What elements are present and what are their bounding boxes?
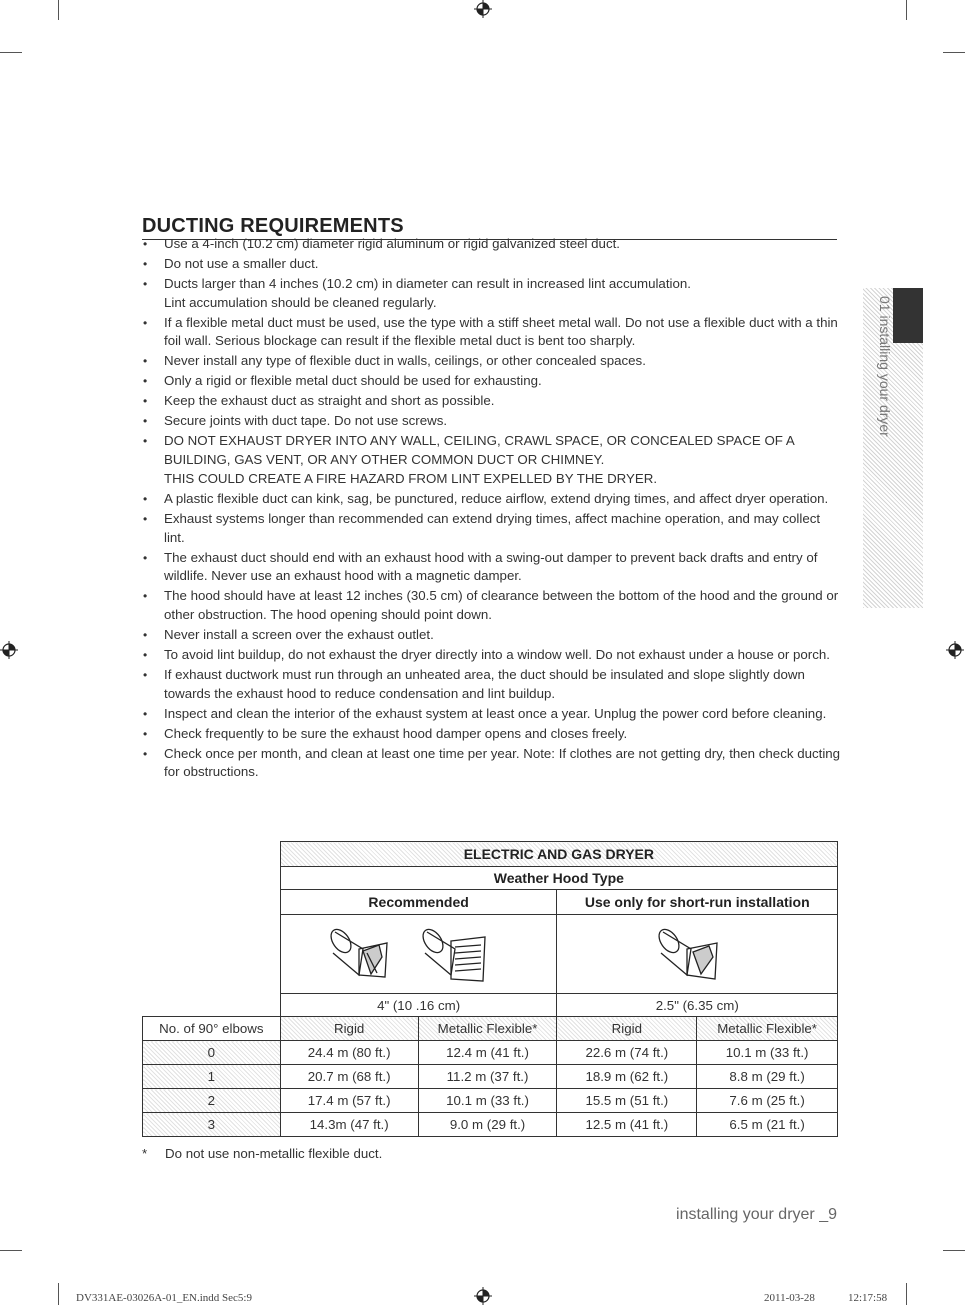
footnote-text: Do not use non-metallic flexible duct. bbox=[165, 1146, 383, 1161]
table-cell: 11.2 m (37 ft.) bbox=[418, 1065, 557, 1089]
footnote bbox=[142, 1146, 382, 1161]
crop-mark bbox=[58, 1283, 59, 1305]
rigid-header: Rigid bbox=[280, 1017, 418, 1041]
duct-length-table bbox=[142, 841, 838, 1137]
table-row bbox=[143, 1089, 838, 1113]
table-cell: 17.4 m (57 ft.) bbox=[280, 1089, 418, 1113]
table-cell: 22.6 m (74 ft.) bbox=[557, 1041, 697, 1065]
table-cell: 15.5 m (51 ft.) bbox=[557, 1089, 697, 1113]
list-item: • Check once per month, and clean at least one time per year. Note: If clothes are not getting dry, then check ducting for obstructions. bbox=[142, 745, 842, 782]
registration-mark-icon bbox=[946, 641, 964, 659]
table-cell: 10.1 m (33 ft.) bbox=[697, 1041, 838, 1065]
side-tab-marker bbox=[893, 288, 923, 343]
crop-mark bbox=[0, 1250, 22, 1251]
table-row bbox=[143, 1041, 838, 1065]
list-item: • Ducts larger than 4 inches (10.2 cm) in diameter can result in increased lint accumulation. Lint accumulation should be cleaned regularly. bbox=[142, 275, 842, 312]
elbows-cell: 1 bbox=[143, 1065, 281, 1089]
crop-mark bbox=[943, 1250, 965, 1251]
list-item: • A plastic flexible duct can kink, sag, be punctured, reduce airflow, extend drying times, and affect dryer operation. bbox=[142, 490, 842, 509]
list-item: • Do not use a smaller duct. bbox=[142, 255, 842, 274]
slug-filename: DV331AE-03026A-01_EN.indd Sec5:9 bbox=[76, 1292, 252, 1304]
page-footer-label: installing your dryer _9 bbox=[676, 1206, 837, 1223]
table-title: ELECTRIC AND GAS DRYER bbox=[280, 842, 837, 867]
metallic-header: Metallic Flexible* bbox=[697, 1017, 838, 1041]
table-cell: 9.0 m (29 ft.) bbox=[418, 1113, 557, 1137]
short-run-hood-cell bbox=[557, 915, 838, 994]
table-cell: 24.4 m (80 ft.) bbox=[280, 1041, 418, 1065]
table-cell: 6.5 m (21 ft.) bbox=[697, 1113, 838, 1137]
list-item: • DO NOT EXHAUST DRYER INTO ANY WALL, CEILING, CRAWL SPACE, OR CONCEALED SPACE OF A BUILDING, GAS VENT, OR ANY OTHER COMMON DUCT OR CHIMNEY. THIS COULD CREATE A FIRE HAZARD FROM LINT EXPELLED BY THE DRYER. bbox=[142, 432, 842, 488]
table-cell: 10.1 m (33 ft.) bbox=[418, 1089, 557, 1113]
list-item: • Secure joints with duct tape. Do not use screws. bbox=[142, 412, 842, 431]
table-row bbox=[143, 1065, 838, 1089]
table-cell: 8.8 m (29 ft.) bbox=[697, 1065, 838, 1089]
list-item: • Never install a screen over the exhaust outlet. bbox=[142, 626, 842, 645]
list-item: • If a flexible metal duct must be used, use the type with a stiff sheet metal wall. Do not use a flexible duct with a thin foil wall. Serious blockage can result if the flexible metal duct is bent too sharply. bbox=[142, 314, 842, 351]
crop-mark bbox=[906, 1283, 907, 1305]
table-cell: 12.5 m (41 ft.) bbox=[557, 1113, 697, 1137]
size-4in: 4" (10 .16 cm) bbox=[280, 994, 557, 1017]
vent-hood-icon bbox=[419, 926, 485, 981]
hood-icon bbox=[647, 919, 747, 993]
elbows-cell: 0 bbox=[143, 1041, 281, 1065]
crop-mark bbox=[58, 0, 59, 20]
table-cell: 20.7 m (68 ft.) bbox=[280, 1065, 418, 1089]
table-corner bbox=[143, 842, 281, 994]
elbows-cell: 3 bbox=[143, 1113, 281, 1137]
list-item: • Only a rigid or flexible metal duct should be used for exhausting. bbox=[142, 372, 842, 391]
list-item: • Check frequently to be sure the exhaust hood damper opens and closes freely. bbox=[142, 725, 842, 744]
list-item: • Never install any type of flexible duct in walls, ceilings, or other concealed spaces. bbox=[142, 352, 842, 371]
list-item: • Exhaust systems longer than recommended can extend drying times, affect machine operation, and may collect lint. bbox=[142, 510, 842, 547]
table-cell: 7.6 m (25 ft.) bbox=[697, 1089, 838, 1113]
table-cell: 18.9 m (62 ft.) bbox=[557, 1065, 697, 1089]
registration-mark-icon bbox=[0, 641, 18, 659]
slug-time: 12:17:58 bbox=[848, 1292, 888, 1304]
size-2-5in: 2.5" (6.35 cm) bbox=[557, 994, 838, 1017]
recommended-hoods-cell bbox=[280, 915, 557, 994]
section-title: DUCTING REQUIREMENTS bbox=[142, 215, 837, 240]
crop-mark bbox=[943, 52, 965, 53]
registration-mark-icon bbox=[474, 1287, 492, 1305]
table-corner bbox=[143, 994, 281, 1017]
table-subtitle: Weather Hood Type bbox=[280, 867, 837, 890]
elbows-header: No. of 90° elbows bbox=[143, 1017, 281, 1041]
weather-hood-icons bbox=[319, 919, 519, 993]
list-item: • To avoid lint buildup, do not exhaust the dryer directly into a window well. Do not exhaust under a house or porch. bbox=[142, 646, 842, 665]
table-cell: 12.4 m (41 ft.) bbox=[418, 1041, 557, 1065]
crop-mark bbox=[0, 52, 22, 53]
short-run-header: Use only for short-run installation bbox=[557, 890, 838, 915]
chapter-side-tab bbox=[863, 288, 951, 608]
slug-date: 2011-03-28 bbox=[764, 1292, 815, 1304]
list-item: • Keep the exhaust duct as straight and short as possible. bbox=[142, 392, 842, 411]
list-item: • The hood should have at least 12 inches (30.5 cm) of clearance between the bottom of the hood and the ground or other obstruction. The hood opening should point down. bbox=[142, 587, 842, 624]
ducting-requirements-list bbox=[142, 235, 842, 783]
table-row bbox=[143, 1113, 838, 1137]
list-item: • The exhaust duct should end with an exhaust hood with a swing-out damper to prevent back drafts and entry of wildlife. Never use an exhaust hood with a magnetic damper. bbox=[142, 549, 842, 586]
footnote-star: * bbox=[142, 1146, 148, 1161]
list-item: • Inspect and clean the interior of the exhaust system at least once a year. Unplug the power cord before cleaning. bbox=[142, 705, 842, 724]
metallic-header: Metallic Flexible* bbox=[418, 1017, 557, 1041]
recommended-header: Recommended bbox=[280, 890, 557, 915]
crop-mark bbox=[906, 0, 907, 20]
side-tab-label: 01 installing your dryer bbox=[877, 296, 893, 437]
list-item: • Use a 4-inch (10.2 cm) diameter rigid aluminum or rigid galvanized steel duct. bbox=[142, 235, 842, 254]
registration-mark-icon bbox=[474, 0, 492, 18]
list-item: • If exhaust ductwork must run through an unheated area, the duct should be insulated and slope slightly down towards the exhaust hood to reduce condensation and lint buildup. bbox=[142, 666, 842, 703]
louvered-hood-icon bbox=[327, 926, 387, 977]
table-cell: 14.3m (47 ft.) bbox=[280, 1113, 418, 1137]
rigid-header: Rigid bbox=[557, 1017, 697, 1041]
elbows-cell: 2 bbox=[143, 1089, 281, 1113]
